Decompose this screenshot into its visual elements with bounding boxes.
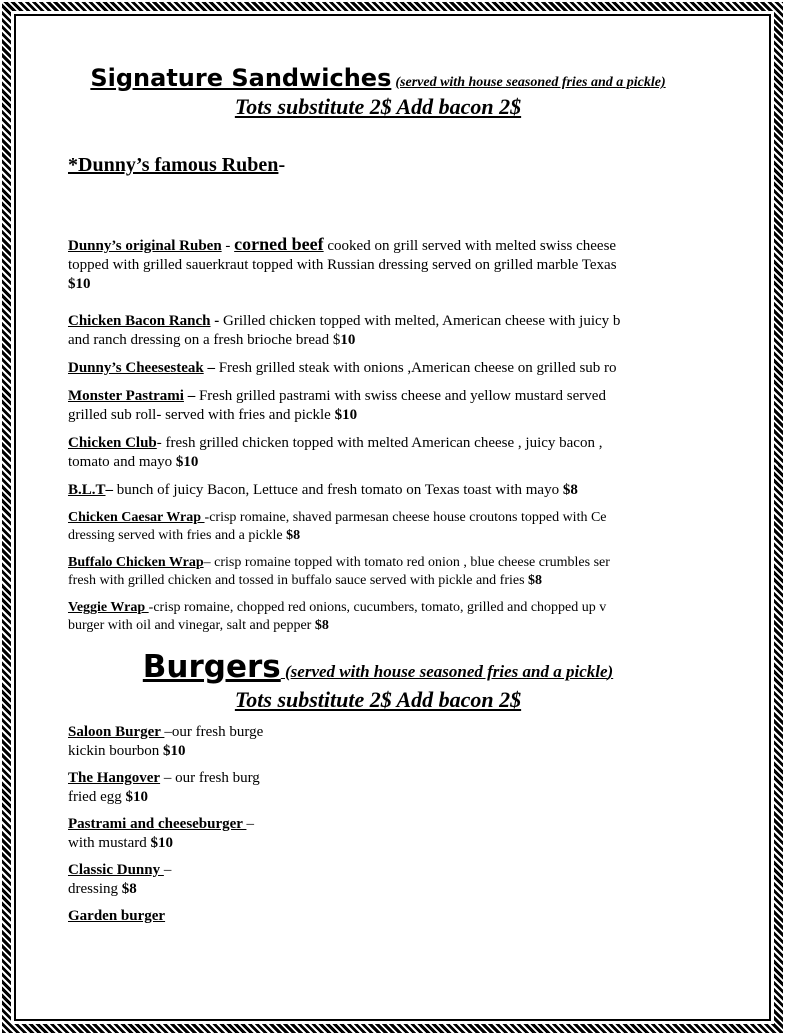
item-name: Veggie Wrap: [68, 600, 149, 615]
sandwich-list: [68, 235, 688, 635]
item-name: B.L.T: [68, 482, 106, 498]
sandwiches-subline: Tots substitute 2$ Add bacon 2$: [234, 94, 522, 119]
item-name: Classic Dunny: [68, 862, 164, 878]
item-price: $10: [150, 835, 173, 851]
menu-item: Buffalo Chicken Wrap– crisp romaine topped with tomato red onion , blue cheese crumbles ser fresh with grilled chicken and tossed in buffalo sauce served with pickle and fries $8: [68, 555, 610, 588]
burgers-note: served with house seasoned fries and a pickle: [290, 662, 608, 681]
item-price: $8: [286, 528, 301, 543]
sandwiches-heading: [68, 64, 688, 92]
item-name: Chicken Bacon Ranch: [68, 313, 211, 329]
item-highlight: corned beef: [234, 235, 324, 254]
burgers-title: Burgers: [142, 649, 281, 685]
featured-item: *Dunny’s famous Ruben-: [68, 154, 286, 176]
menu-item: Classic Dunny – dressing $8: [68, 862, 172, 897]
menu-item: Saloon Burger –our fresh burge kickin bourbon $10: [68, 724, 264, 759]
menu-item: Chicken Bacon Ranch - Grilled chicken topped with melted, American cheese with juicy b and ranch dressing on a fresh brioche bread $10: [68, 313, 621, 348]
item-price: 10: [340, 332, 356, 348]
sandwiches-note: (served with house seasoned fries and a pickle): [395, 75, 666, 90]
item-price: $8: [121, 881, 137, 897]
menu-page: [68, 64, 688, 934]
item-name: Pastrami and cheeseburger: [68, 816, 247, 832]
item-name: Monster Pastrami: [68, 388, 184, 404]
item-price: $10: [334, 407, 358, 423]
item-price: $10: [163, 743, 186, 759]
menu-item: Dunny’s Cheesesteak – Fresh grilled steak with onions ,American cheese on grilled sub ro: [68, 360, 617, 376]
burger-list: [68, 723, 688, 926]
item-price: $10: [175, 454, 199, 470]
menu-item: [68, 907, 298, 926]
menu-item: Veggie Wrap -crisp romaine, chopped red onions, cucumbers, tomato, grilled and chopped up v burger with oil and vinegar, salt and pepper $8: [68, 600, 607, 633]
item-price: $8: [562, 482, 578, 498]
item-name: Saloon Burger: [68, 724, 165, 740]
menu-item: B.L.T– bunch of juicy Bacon, Lettuce and fresh tomato on Texas toast with mayo $8: [68, 482, 578, 498]
item-name: Dunny’s Cheesesteak: [68, 360, 204, 376]
sandwiches-title: Signature Sandwiches: [90, 64, 392, 92]
item-name: Chicken Caesar Wrap: [68, 510, 205, 525]
item-name: Garden burger: [68, 908, 166, 924]
menu-item: Chicken Club- fresh grilled chicken topped with melted American cheese , juicy bacon , tomato and mayo $10: [68, 435, 603, 470]
menu-item: Chicken Caesar Wrap -crisp romaine, shaved parmesan cheese house croutons topped with Ce dressing served with fries and a pickle $8: [68, 510, 607, 543]
item-name: Chicken Club: [68, 435, 157, 451]
menu-item: Dunny’s original Ruben - corned beef cooked on grill served with melted swiss cheese topped with grilled sauerkraut topped with Russian dressing served on grilled marble Texas $10: [68, 235, 617, 292]
item-name: The Hangover: [68, 770, 161, 786]
menu-item: The Hangover – our fresh burg fried egg $10: [68, 770, 260, 805]
featured-title: *Dunny’s famous Ruben: [68, 154, 279, 176]
item-price: $8: [528, 573, 543, 588]
burgers-subline: Tots substitute 2$ Add bacon 2$: [234, 687, 522, 712]
menu-item: Pastrami and cheeseburger – with mustard $10: [68, 816, 254, 851]
item-name: Buffalo Chicken Wrap: [68, 555, 204, 570]
item-price: $10: [68, 276, 91, 292]
item-price: $10: [125, 789, 148, 805]
item-price: $8: [314, 618, 329, 633]
burgers-heading: Burgers (served with house seasoned fries and a pickle): [142, 649, 614, 685]
item-name: Dunny’s original Ruben: [68, 238, 222, 254]
menu-item: Monster Pastrami – Fresh grilled pastrami with swiss cheese and yellow mustard served grilled sub roll- served with fries and pickle $10: [68, 388, 606, 423]
